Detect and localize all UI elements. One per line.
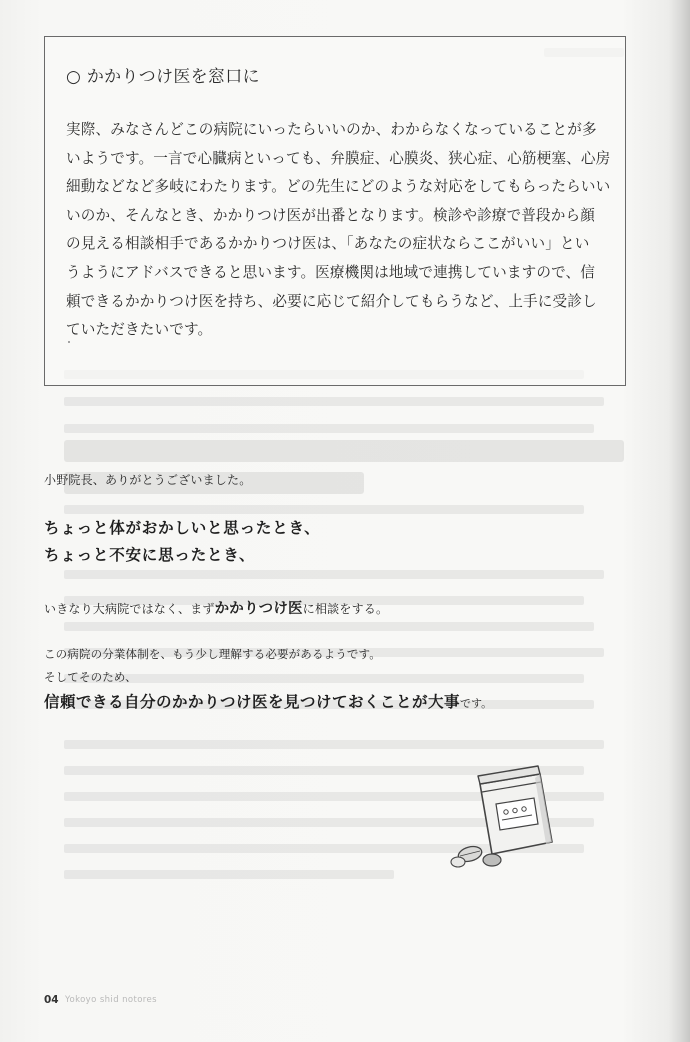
stray-mark: [68, 341, 70, 343]
advice-post: に相談をする。: [302, 602, 389, 616]
page-number: 04: [44, 994, 59, 1006]
conclusion-tail: です。: [460, 697, 493, 710]
body-line: ていただきたいです。: [66, 321, 213, 339]
advice-pre: いきなり大病院ではなく、まず: [44, 602, 215, 616]
page-edge-shadow: [668, 0, 690, 1042]
conclusion-line: [44, 690, 492, 712]
advice-line: [44, 597, 388, 618]
system-line: この病院の分業体制を、もう少し理解する必要があるようです。: [44, 647, 381, 661]
body-line: いのか、そんなとき、かかりつけ医が出番となります。検診や診療で普段から顔: [66, 206, 596, 224]
advice-emphasis: かかりつけ医: [214, 601, 303, 617]
therefore-line: そしてそのため、: [44, 670, 137, 684]
body-line: の見える相談相手であるかかりつけ医は、「あなたの症状ならここがいい」とい: [66, 235, 590, 253]
body-line: うようにアドバスできると思います。医療機関は地域で連携していますので、信: [66, 263, 596, 281]
box-heading: ○ かかりつけ医を窓口に: [66, 67, 260, 87]
footer-label: Yokoyo shid notores: [65, 995, 157, 1005]
conclusion-emphasis: 信頼できる自分のかかりつけ医を見つけておくことが大事: [44, 693, 461, 711]
body-line: 頼できるかかりつけ医を持ち、必要に応じて紹介してもらうなど、上手に受診し: [66, 292, 597, 310]
lead-line-1: ちょっと体がおかしいと思ったとき、: [44, 519, 321, 537]
thanks-line: 小野院長、ありがとうございました。: [44, 473, 252, 487]
body-line: 細動などなど多岐にわたります。どの先生にどのような対応をしてもらったらいい: [66, 178, 611, 196]
box-body: [66, 116, 614, 345]
lead-line-2: ちょっと不安に思ったとき、: [44, 546, 256, 564]
body-line: いようです。一言で心臓病といっても、弁膜症、心膜炎、狭心症、心筋梗塞、心房: [66, 149, 611, 167]
body-line: 実際、みなさんどこの病院にいったらいいのか、わからなくなっていることが多: [66, 121, 597, 138]
medicine-pouch-and-pills-icon: [440, 762, 580, 872]
